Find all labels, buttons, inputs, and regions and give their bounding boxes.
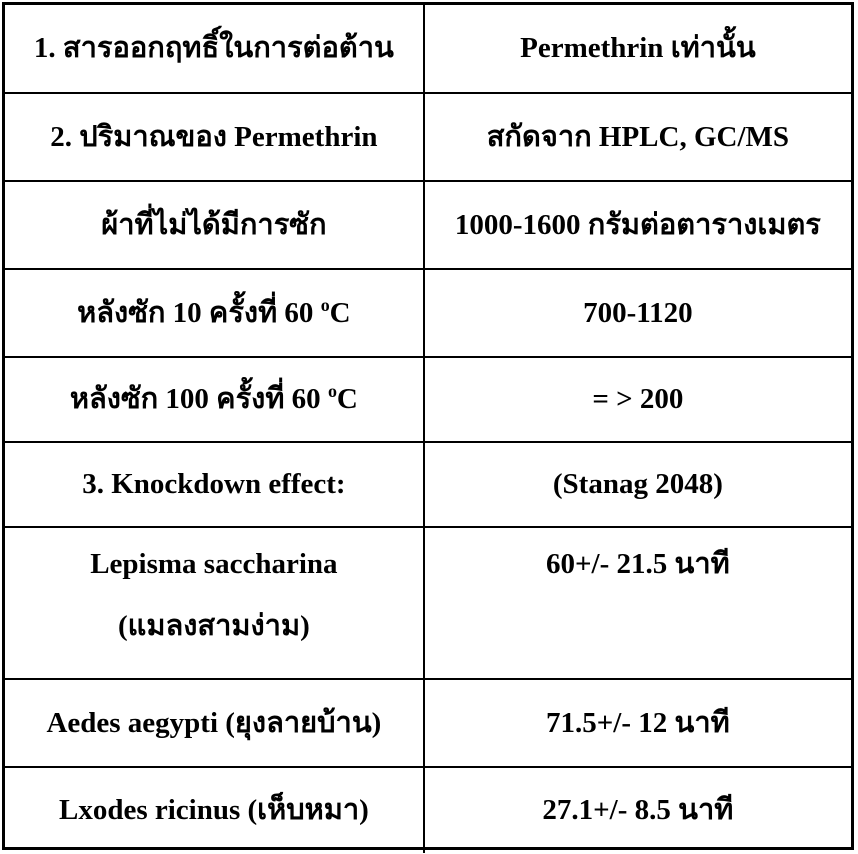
row-value-knockdown-standard: (Stanag 2048) [424, 442, 851, 527]
table-row [5, 181, 851, 269]
row-value-100-washes: = > 200 [424, 357, 851, 442]
lepisma-scientific-name: Lepisma saccharina [90, 548, 338, 580]
row-label-permethrin-amount: 2. ปริมาณของ Permethrin [5, 93, 424, 181]
lepisma-thai-name: (แมลงสามง่าม) [118, 610, 310, 643]
row-label-lxodes: Lxodes ricinus (เห็บหมา) [5, 767, 424, 853]
row-value-lxodes: 27.1+/- 8.5 นาที [424, 767, 851, 853]
spec-table [5, 5, 851, 853]
table-row [5, 357, 851, 442]
row-value-aedes: 71.5+/- 12 นาที [424, 679, 851, 767]
row-label-active-ingredient: 1. สารออกฤทธิ์ในการต่อต้าน [5, 5, 424, 93]
row-label-aedes: Aedes aegypti (ยุงลายบ้าน) [5, 679, 424, 767]
row-value-permethrin-amount: สกัดจาก HPLC, GC/MS [424, 93, 851, 181]
table-row [5, 269, 851, 357]
table-row [5, 5, 851, 93]
permethrin-spec-table [2, 2, 854, 850]
row-value-10-washes: 700-1120 [424, 269, 851, 357]
row-label-100-washes: หลังซัก 100 ครั้งที่ 60 $^o$C [5, 357, 424, 442]
table-row [5, 527, 851, 679]
table-row [5, 767, 851, 853]
row-label-lepisma [5, 527, 424, 679]
table-row [5, 93, 851, 181]
row-label-unwashed-fabric: ผ้าที่ไม่ได้มีการซัก [5, 181, 424, 269]
table-row [5, 442, 851, 527]
row-label-knockdown-effect: 3. Knockdown effect: [5, 442, 424, 527]
row-value-active-ingredient: Permethrin เท่านั้น [424, 5, 851, 93]
table-row [5, 679, 851, 767]
row-label-10-washes: หลังซัก 10 ครั้งที่ 60 $^o$C [5, 269, 424, 357]
row-value-unwashed-fabric: 1000-1600 กรัมต่อตารางเมตร [424, 181, 851, 269]
row-value-lepisma: 60+/- 21.5 นาที [424, 527, 851, 679]
